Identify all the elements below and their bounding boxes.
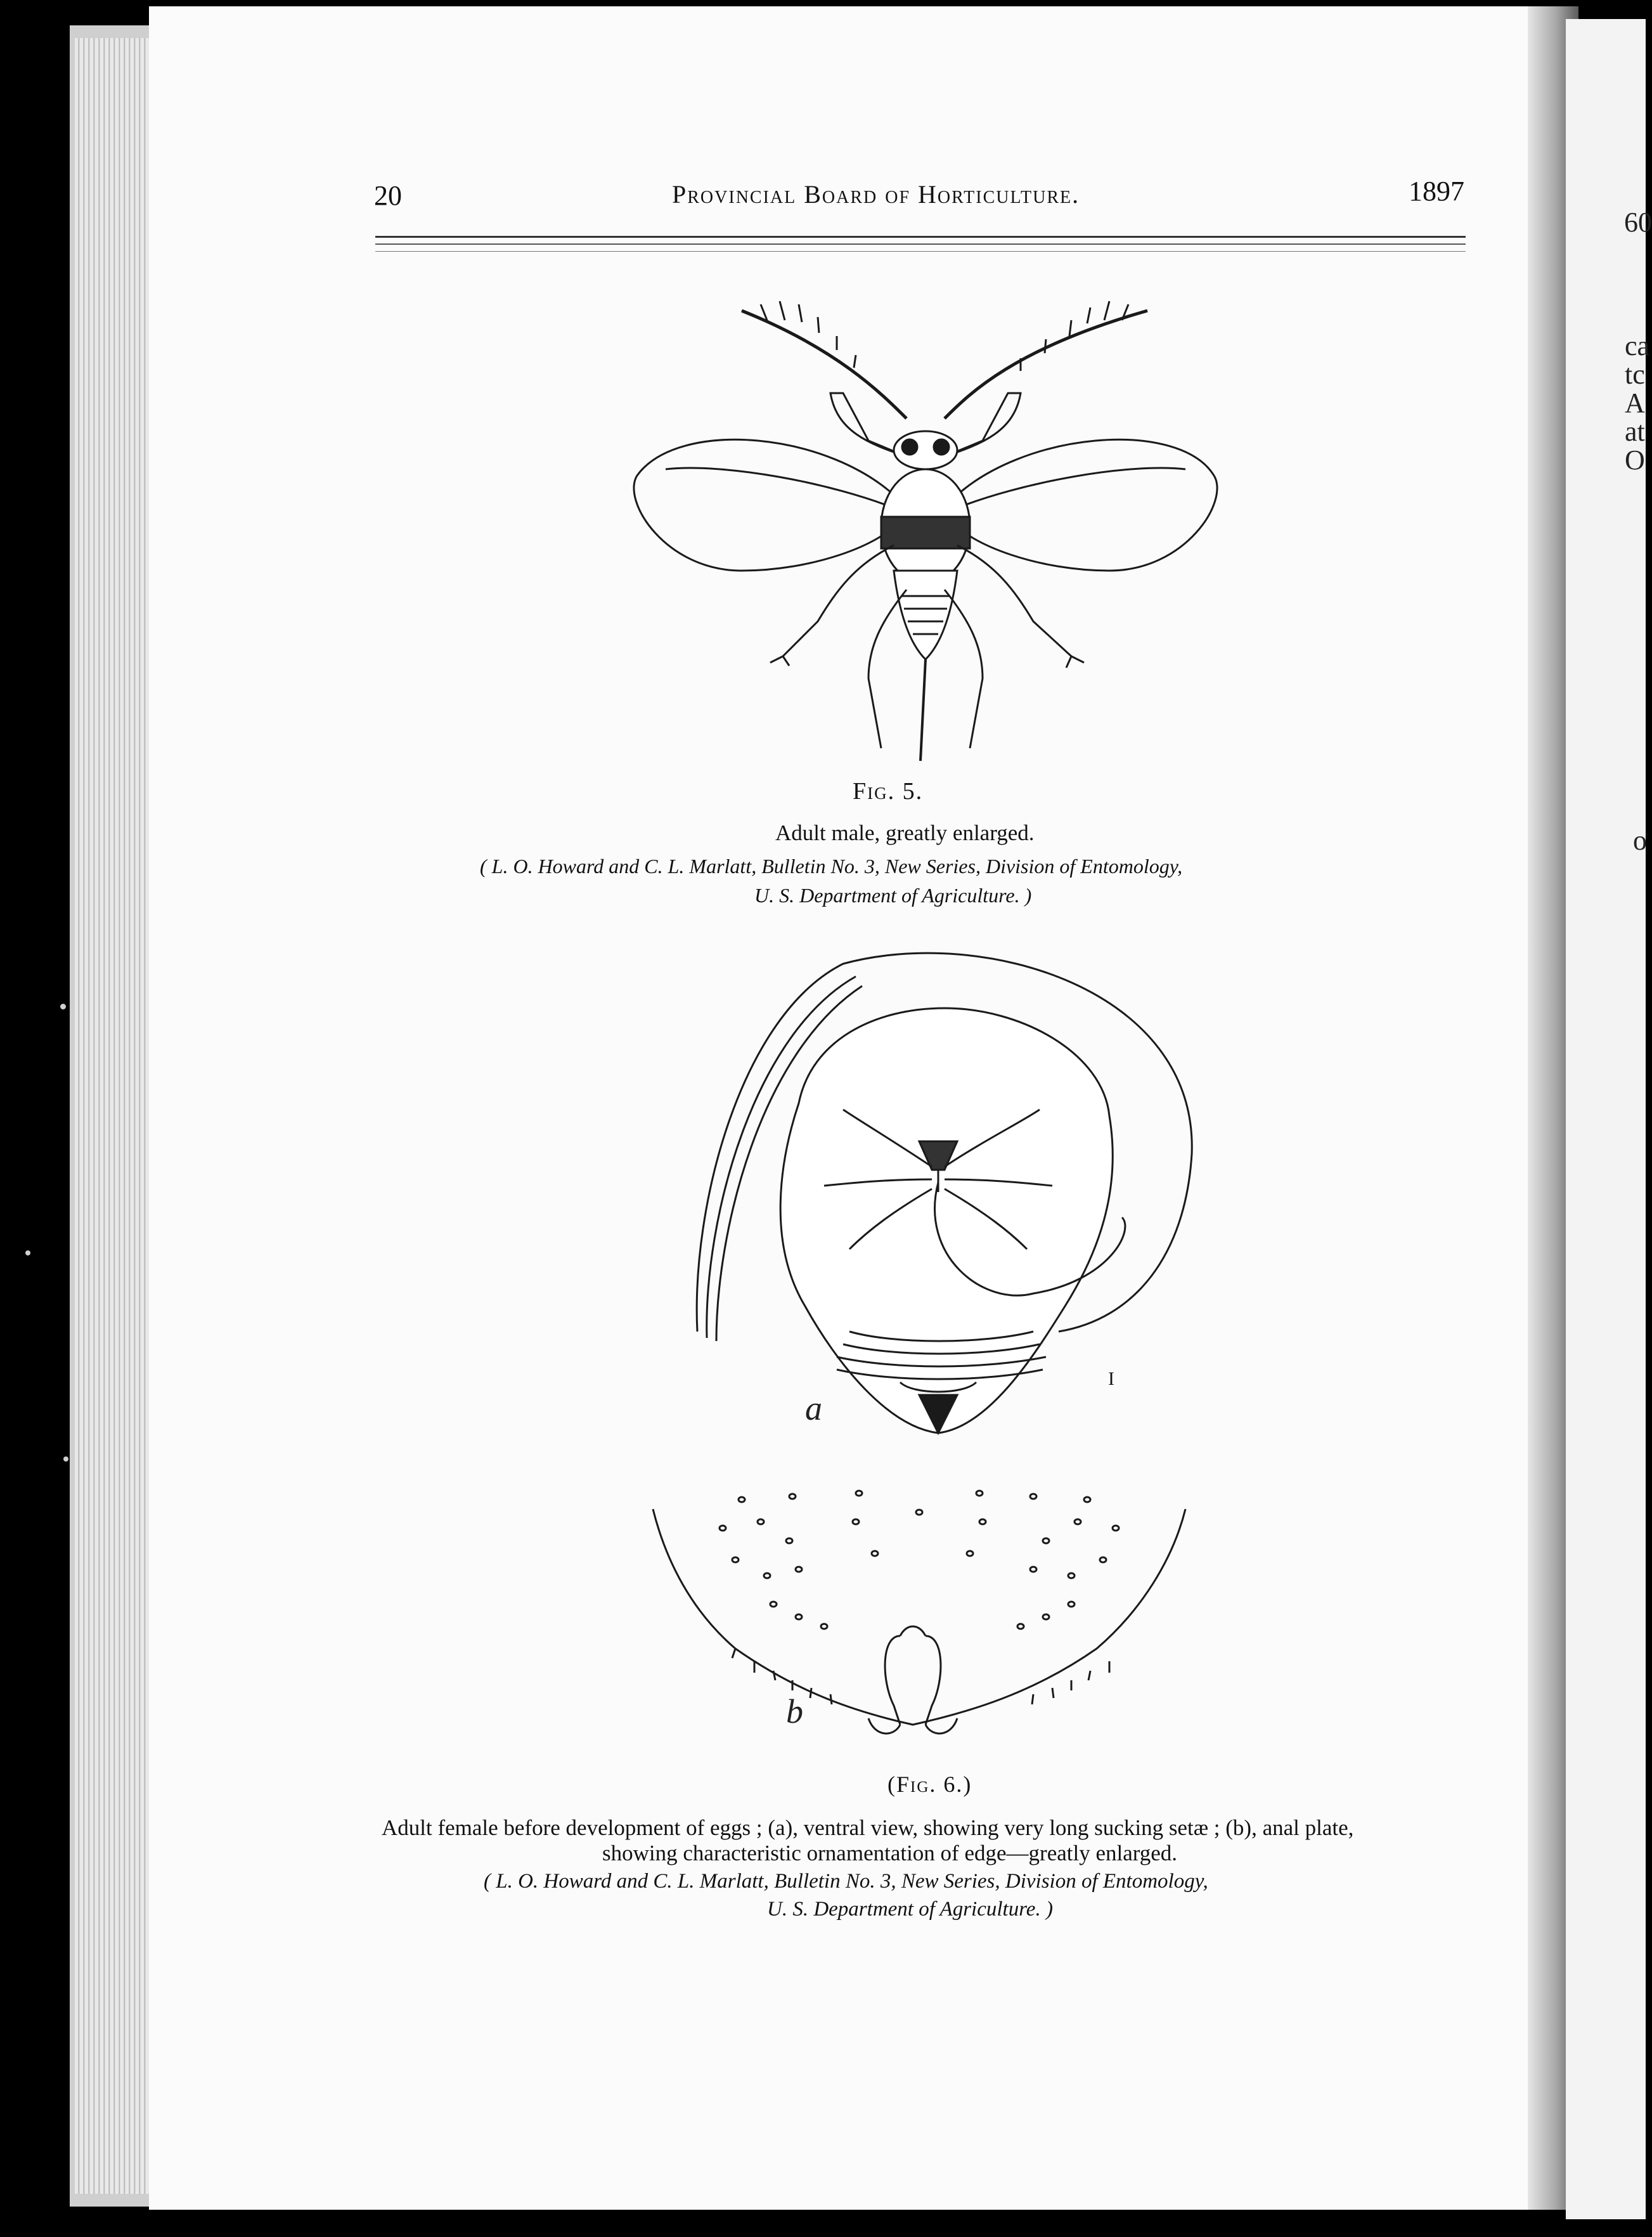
facing-page-text-fragment: at	[1625, 416, 1645, 447]
page-number: 20	[374, 180, 402, 211]
running-head: Provincial Board of Horticulture.	[672, 180, 1080, 209]
dust-speck	[63, 1456, 68, 1462]
fig6-letter-b: b	[786, 1692, 803, 1730]
fig5-insect-illustration	[628, 292, 1223, 774]
facing-page-text-fragment: A	[1625, 387, 1645, 418]
fig5-caption: Adult male, greatly enlarged.	[775, 820, 1035, 845]
fig6-caption-line2: showing characteristic ornamentation of edge—greatly enlarged.	[602, 1841, 1178, 1865]
facing-page-text-fragment: ca	[1625, 330, 1650, 361]
facing-page-text-fragment: O	[1625, 444, 1645, 476]
fig6-credit-line2: U. S. Department of Agriculture. )	[767, 1898, 1053, 1921]
fig6-caption-line1: Adult female before development of eggs ; (a), ventral view, showing very long sucking setæ ; (b), anal plate,	[382, 1815, 1354, 1840]
header-rule	[375, 251, 1466, 252]
fig6b-anal-plate-illustration	[640, 1484, 1198, 1750]
page-year: 1897	[1409, 176, 1464, 207]
facing-page-text-fragment: tc	[1625, 359, 1645, 390]
fig6a-ventral-view-illustration	[653, 951, 1211, 1446]
facing-page-number-fragment: 60	[1624, 207, 1652, 238]
header-rule	[375, 243, 1466, 245]
fig6-credit-line1: ( L. O. Howard and C. L. Marlatt, Bulletin No. 3, New Series, Division of Entomology,	[484, 1870, 1208, 1893]
dust-speck	[25, 1250, 30, 1255]
fig6-mark: I	[1108, 1368, 1114, 1389]
fig5-label: Fig. 5.	[853, 778, 924, 805]
fig6-label: (Fig. 6.)	[887, 1772, 972, 1797]
fig6-letter-a: a	[805, 1389, 822, 1427]
fig5-credit-line1: ( L. O. Howard and C. L. Marlatt, Bulletin No. 3, New Series, Division of Entomology,	[480, 855, 1183, 878]
dust-speck	[60, 1004, 66, 1009]
fig5-credit-line2: U. S. Department of Agriculture. )	[754, 884, 1032, 907]
header-rule	[375, 236, 1466, 238]
facing-page-text-fragment: o	[1633, 825, 1647, 856]
